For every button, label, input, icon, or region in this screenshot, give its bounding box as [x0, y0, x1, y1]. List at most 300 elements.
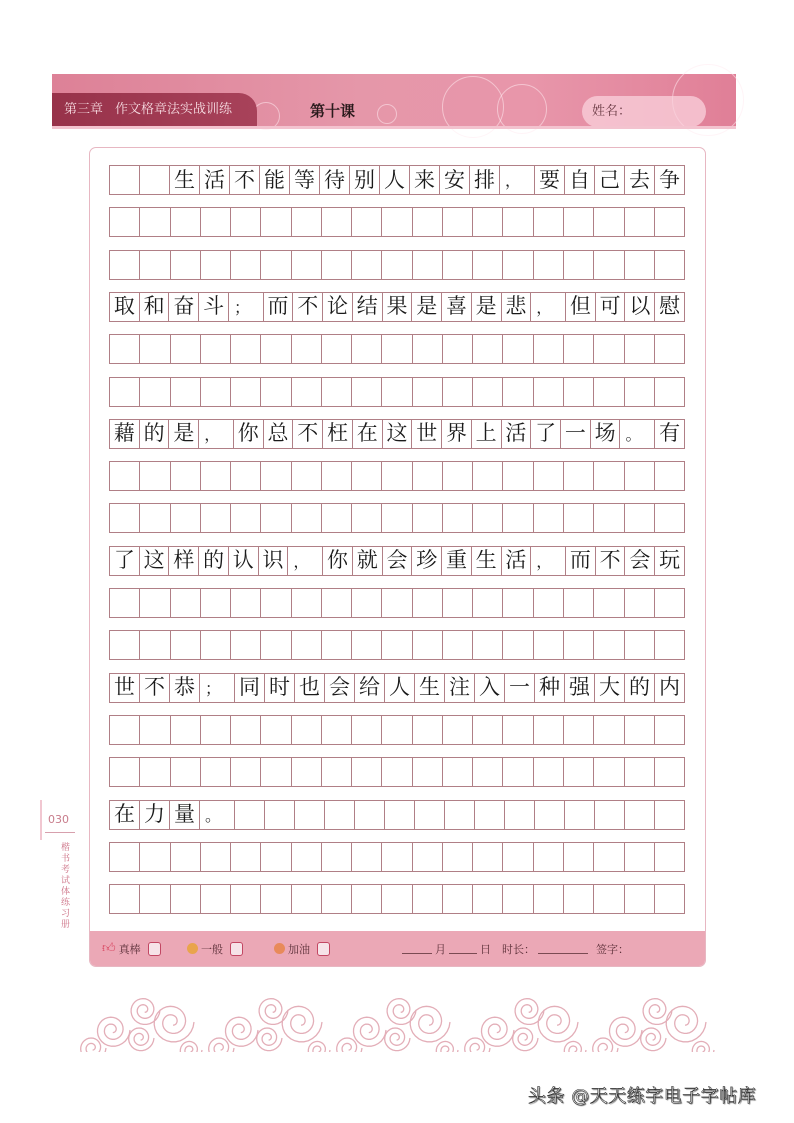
grid-cell-empty[interactable] [110, 166, 140, 194]
grid-cell-empty[interactable] [261, 716, 291, 744]
grid-cell-empty[interactable] [295, 801, 325, 829]
grid-cell-empty[interactable] [503, 462, 533, 490]
grid-cell-empty[interactable] [110, 251, 140, 279]
grid-cell-empty[interactable] [413, 335, 443, 363]
grid-cell-empty[interactable] [355, 801, 385, 829]
grid-cell-empty[interactable] [140, 166, 170, 194]
grid-cell-empty[interactable] [292, 208, 322, 236]
grid-cell-empty[interactable] [292, 631, 322, 659]
grid-cell-character: 人 [380, 166, 410, 194]
grid-cell-empty[interactable] [655, 335, 685, 363]
grid-cell-empty[interactable] [625, 251, 655, 279]
grid-cell-empty[interactable] [595, 801, 625, 829]
grid-cell-empty[interactable] [322, 716, 352, 744]
grid-cell-empty[interactable] [443, 251, 473, 279]
grid-cell-empty[interactable] [231, 251, 261, 279]
grid-cell-empty[interactable] [625, 631, 655, 659]
grid-cell-empty[interactable] [110, 758, 140, 786]
grid-cell-empty[interactable] [443, 462, 473, 490]
page-number-underline [45, 832, 75, 833]
grid-cell-character: 不 [293, 293, 323, 321]
grid-cell-empty[interactable] [473, 378, 503, 406]
grid-cell-empty[interactable] [382, 716, 412, 744]
grid-cell-character: 而 [264, 293, 294, 321]
grid-cell-empty[interactable] [322, 251, 352, 279]
grid-cell-character: 别 [350, 166, 380, 194]
grid-cell-empty[interactable] [322, 378, 352, 406]
grid-cell-empty[interactable] [352, 378, 382, 406]
grid-cell-empty[interactable] [231, 631, 261, 659]
grid-cell-empty[interactable] [231, 885, 261, 913]
grid-cell-empty[interactable] [534, 589, 564, 617]
month-input[interactable] [402, 943, 432, 954]
grid-cell-empty[interactable] [413, 378, 443, 406]
grid-cell-empty[interactable] [352, 335, 382, 363]
grid-cell-empty[interactable] [503, 378, 533, 406]
grid-cell-empty[interactable] [655, 801, 685, 829]
grid-cell-character: ， [531, 293, 566, 321]
grid-cell-empty[interactable] [534, 504, 564, 532]
thumbs-up-icon: 👍︎ [102, 941, 116, 956]
grid-cell-empty[interactable] [325, 801, 355, 829]
grid-cell-empty[interactable] [534, 462, 564, 490]
grid-cell-empty[interactable] [594, 758, 624, 786]
grid-cell-empty[interactable] [171, 716, 201, 744]
grid-cell-character: 来 [410, 166, 440, 194]
grid-cell-empty[interactable] [473, 462, 503, 490]
grid-cell-empty[interactable] [171, 758, 201, 786]
month-label: 月 [435, 942, 446, 956]
grid-cell-empty[interactable] [443, 378, 473, 406]
grid-cell-empty[interactable] [110, 843, 140, 871]
grid-cell-empty[interactable] [415, 801, 445, 829]
rating-tryharder-label: 加油 [288, 942, 310, 956]
grid-cell-empty[interactable] [382, 631, 412, 659]
grid-cell-empty[interactable] [201, 378, 231, 406]
grid-cell-character: 喜 [442, 293, 472, 321]
grid-cell-empty[interactable] [322, 589, 352, 617]
grid-cell-empty[interactable] [534, 631, 564, 659]
grid-cell-empty[interactable] [594, 378, 624, 406]
grid-cell-empty[interactable] [352, 631, 382, 659]
grid-cell-empty[interactable] [352, 758, 382, 786]
grid-cell-empty[interactable] [625, 589, 655, 617]
grid-cell-empty[interactable] [292, 378, 322, 406]
grid-cell-empty[interactable] [201, 589, 231, 617]
grid-cell-empty[interactable] [473, 716, 503, 744]
grid-cell-empty[interactable] [292, 885, 322, 913]
grid-cell-empty[interactable] [171, 504, 201, 532]
grid-cell-empty[interactable] [475, 801, 505, 829]
grid-row [109, 588, 685, 618]
rating-tryharder-checkbox[interactable] [317, 942, 330, 956]
grid-cell-empty[interactable] [594, 589, 624, 617]
grid-cell-empty[interactable] [201, 631, 231, 659]
grid-cell-empty[interactable] [385, 801, 415, 829]
grid-cell-character: 界 [442, 420, 472, 448]
grid-cell-empty[interactable] [231, 208, 261, 236]
grid-cell-empty[interactable] [625, 378, 655, 406]
grid-cell-empty[interactable] [140, 504, 170, 532]
grid-cell-empty[interactable] [625, 335, 655, 363]
rating-great [102, 931, 161, 966]
grid-cell-character: 这 [140, 547, 170, 575]
grid-cell-empty[interactable] [382, 758, 412, 786]
grid-cell-empty[interactable] [201, 504, 231, 532]
grid-cell-character: 藉 [110, 420, 140, 448]
grid-cell-empty[interactable] [261, 251, 291, 279]
grid-cell-empty[interactable] [655, 462, 685, 490]
grid-cell-empty[interactable] [231, 504, 261, 532]
grid-cell-character: 是 [412, 293, 442, 321]
grid-cell-empty[interactable] [261, 208, 291, 236]
grid-cell-empty[interactable] [565, 801, 595, 829]
grid-cell-character: 大 [595, 674, 625, 702]
grid-cell-empty[interactable] [110, 504, 140, 532]
grid-cell-empty[interactable] [231, 758, 261, 786]
grid-cell-character: 一 [505, 674, 535, 702]
grid-cell-character: 有 [655, 420, 685, 448]
grid-cell-character: 不 [230, 166, 260, 194]
grid-cell-empty[interactable] [625, 801, 655, 829]
grid-cell-empty[interactable] [140, 462, 170, 490]
grid-cell-empty[interactable] [625, 462, 655, 490]
grid-cell-empty[interactable] [382, 885, 412, 913]
duration-input[interactable] [538, 943, 588, 954]
grid-cell-empty[interactable] [261, 843, 291, 871]
grid-cell-empty[interactable] [382, 462, 412, 490]
grid-cell-empty[interactable] [443, 631, 473, 659]
grid-cell-empty[interactable] [413, 758, 443, 786]
grid-cell-empty[interactable] [265, 801, 295, 829]
signature-field[interactable] [596, 931, 629, 966]
grid-cell-empty[interactable] [413, 462, 443, 490]
grid-cell-character: 的 [140, 420, 170, 448]
grid-cell-empty[interactable] [445, 801, 475, 829]
grid-cell-empty[interactable] [261, 378, 291, 406]
grid-cell-empty[interactable] [382, 843, 412, 871]
grid-cell-empty[interactable] [201, 885, 231, 913]
grid-cell-empty[interactable] [382, 335, 412, 363]
grid-cell-empty[interactable] [594, 251, 624, 279]
grid-cell-empty[interactable] [564, 885, 594, 913]
grid-cell-empty[interactable] [473, 589, 503, 617]
grid-cell-empty[interactable] [443, 758, 473, 786]
grid-cell-empty[interactable] [382, 208, 412, 236]
grid-cell-character: 取 [110, 293, 140, 321]
grid-cell-character: 要 [535, 166, 565, 194]
grid-cell-empty[interactable] [534, 716, 564, 744]
grid-cell-empty[interactable] [594, 885, 624, 913]
grid-cell-empty[interactable] [413, 589, 443, 617]
grid-cell-empty[interactable] [443, 589, 473, 617]
grid-cell-empty[interactable] [352, 504, 382, 532]
grid-cell-empty[interactable] [352, 843, 382, 871]
grid-cell-empty[interactable] [503, 843, 533, 871]
grid-cell-character: 你 [323, 547, 353, 575]
grid-cell-empty[interactable] [352, 251, 382, 279]
grid-cell-empty[interactable] [594, 335, 624, 363]
grid-cell-empty[interactable] [171, 631, 201, 659]
grid-cell-empty[interactable] [535, 801, 565, 829]
grid-cell-empty[interactable] [564, 758, 594, 786]
grid-cell-empty[interactable] [625, 843, 655, 871]
grid-cell-empty[interactable] [564, 504, 594, 532]
grid-cell-empty[interactable] [322, 208, 352, 236]
grid-cell-empty[interactable] [292, 843, 322, 871]
grid-cell-empty[interactable] [473, 251, 503, 279]
grid-cell-empty[interactable] [413, 251, 443, 279]
grid-cell-empty[interactable] [231, 462, 261, 490]
grid-cell-empty[interactable] [322, 758, 352, 786]
grid-cell-empty[interactable] [413, 716, 443, 744]
grid-cell-empty[interactable] [140, 335, 170, 363]
grid-cell-empty[interactable] [503, 335, 533, 363]
name-field[interactable] [582, 96, 706, 127]
grid-cell-empty[interactable] [201, 716, 231, 744]
grid-cell-empty[interactable] [625, 716, 655, 744]
grid-cell-empty[interactable] [322, 335, 352, 363]
grid-cell-empty[interactable] [201, 208, 231, 236]
grid-cell-empty[interactable] [110, 716, 140, 744]
grid-cell-empty[interactable] [171, 589, 201, 617]
grid-cell-empty[interactable] [382, 378, 412, 406]
grid-cell-character: 在 [110, 801, 140, 829]
grid-cell-empty[interactable] [594, 462, 624, 490]
grid-cell-empty[interactable] [110, 378, 140, 406]
grid-cell-empty[interactable] [655, 631, 685, 659]
grid-cell-empty[interactable] [564, 378, 594, 406]
grid-cell-character: 重 [442, 547, 472, 575]
grid-cell-empty[interactable] [503, 504, 533, 532]
grid-cell-empty[interactable] [655, 208, 685, 236]
grid-cell-empty[interactable] [171, 208, 201, 236]
grid-cell-empty[interactable] [171, 378, 201, 406]
day-input[interactable] [449, 943, 477, 954]
grid-cell-empty[interactable] [110, 335, 140, 363]
grid-cell-empty[interactable] [382, 504, 412, 532]
grid-cell-empty[interactable] [564, 716, 594, 744]
grid-cell-empty[interactable] [503, 758, 533, 786]
grid-cell-character: 安 [440, 166, 470, 194]
grid-cell-empty[interactable] [261, 335, 291, 363]
grid-cell-empty[interactable] [443, 716, 473, 744]
grid-cell-empty[interactable] [413, 843, 443, 871]
grid-cell-empty[interactable] [140, 758, 170, 786]
grid-cell-character: 自 [565, 166, 595, 194]
grid-cell-empty[interactable] [655, 378, 685, 406]
grid-cell-empty[interactable] [292, 462, 322, 490]
grid-cell-empty[interactable] [235, 801, 265, 829]
grid-cell-empty[interactable] [473, 504, 503, 532]
grid-cell-empty[interactable] [201, 758, 231, 786]
grid-cell-empty[interactable] [322, 504, 352, 532]
grid-cell-empty[interactable] [352, 885, 382, 913]
grid-cell-empty[interactable] [594, 631, 624, 659]
grid-cell-empty[interactable] [382, 589, 412, 617]
grid-cell-empty[interactable] [534, 885, 564, 913]
grid-cell-empty[interactable] [413, 631, 443, 659]
grid-cell-empty[interactable] [473, 208, 503, 236]
grid-cell-empty[interactable] [503, 208, 533, 236]
rating-great-label: 真棒 [118, 942, 141, 956]
grid-cell-empty[interactable] [261, 758, 291, 786]
grid-cell-empty[interactable] [292, 716, 322, 744]
grid-cell-empty[interactable] [534, 378, 564, 406]
grid-cell-empty[interactable] [292, 504, 322, 532]
grid-cell-character: 种 [535, 674, 565, 702]
grid-cell-empty[interactable] [503, 251, 533, 279]
swirl-decoration [377, 104, 397, 124]
grid-cell-empty[interactable] [473, 335, 503, 363]
grid-cell-empty[interactable] [564, 631, 594, 659]
grid-cell-empty[interactable] [564, 251, 594, 279]
grid-cell-empty[interactable] [110, 589, 140, 617]
grid-cell-empty[interactable] [352, 462, 382, 490]
grid-cell-empty[interactable] [261, 631, 291, 659]
grid-cell-character: 生 [472, 547, 502, 575]
grid-cell-empty[interactable] [292, 589, 322, 617]
grid-cell-empty[interactable] [534, 843, 564, 871]
grid-cell-empty[interactable] [473, 843, 503, 871]
grid-cell-empty[interactable] [413, 208, 443, 236]
grid-cell-empty[interactable] [443, 885, 473, 913]
grid-cell-empty[interactable] [110, 208, 140, 236]
grid-row [109, 207, 685, 237]
rating-great-checkbox[interactable] [148, 942, 161, 956]
grid-cell-empty[interactable] [443, 843, 473, 871]
grid-cell-empty[interactable] [594, 504, 624, 532]
grid-cell-empty[interactable] [261, 589, 291, 617]
grid-cell-empty[interactable] [473, 885, 503, 913]
grid-cell-empty[interactable] [534, 251, 564, 279]
grid-cell-empty[interactable] [201, 335, 231, 363]
grid-cell-empty[interactable] [140, 208, 170, 236]
grid-cell-empty[interactable] [201, 251, 231, 279]
grid-cell-empty[interactable] [140, 589, 170, 617]
grid-row [109, 800, 685, 830]
grid-cell-empty[interactable] [655, 589, 685, 617]
grid-cell-empty[interactable] [503, 631, 533, 659]
grid-cell-empty[interactable] [564, 208, 594, 236]
grid-cell-empty[interactable] [382, 251, 412, 279]
grid-cell-empty[interactable] [473, 631, 503, 659]
grid-cell-empty[interactable] [443, 504, 473, 532]
grid-cell-empty[interactable] [231, 716, 261, 744]
grid-cell-empty[interactable] [594, 208, 624, 236]
grid-cell-empty[interactable] [564, 589, 594, 617]
grid-cell-empty[interactable] [655, 885, 685, 913]
grid-cell-empty[interactable] [231, 335, 261, 363]
grid-cell-empty[interactable] [292, 335, 322, 363]
grid-cell-character: ， [288, 547, 323, 575]
grid-cell-empty[interactable] [625, 208, 655, 236]
grid-cell-character: 这 [383, 420, 413, 448]
grid-cell-empty[interactable] [140, 885, 170, 913]
grid-cell-empty[interactable] [171, 335, 201, 363]
grid-cell-empty[interactable] [140, 631, 170, 659]
grid-cell-empty[interactable] [171, 462, 201, 490]
grid-cell-empty[interactable] [140, 716, 170, 744]
grid-cell-empty[interactable] [413, 885, 443, 913]
grid-row [109, 503, 685, 533]
grid-cell-empty[interactable] [110, 631, 140, 659]
grid-cell-empty[interactable] [655, 843, 685, 871]
grid-cell-empty[interactable] [171, 843, 201, 871]
grid-cell-empty[interactable] [261, 885, 291, 913]
grid-cell-empty[interactable] [322, 843, 352, 871]
grid-cell-empty[interactable] [322, 885, 352, 913]
grid-cell-character: 量 [170, 801, 200, 829]
rating-ok-checkbox[interactable] [230, 942, 243, 956]
grid-cell-empty[interactable] [655, 251, 685, 279]
grid-cell-empty[interactable] [503, 885, 533, 913]
grid-cell-empty[interactable] [443, 335, 473, 363]
grid-cell-empty[interactable] [564, 335, 594, 363]
grid-cell-empty[interactable] [261, 462, 291, 490]
grid-cell-empty[interactable] [140, 843, 170, 871]
grid-cell-empty[interactable] [171, 251, 201, 279]
grid-cell-character: 生 [415, 674, 445, 702]
grid-cell-empty[interactable] [413, 504, 443, 532]
grid-cell-empty[interactable] [231, 843, 261, 871]
grid-cell-character: ； [229, 293, 264, 321]
grid-cell-empty[interactable] [564, 843, 594, 871]
grid-cell-empty[interactable] [110, 885, 140, 913]
grid-cell-empty[interactable] [655, 504, 685, 532]
grid-cell-empty[interactable] [625, 758, 655, 786]
grid-cell-empty[interactable] [171, 885, 201, 913]
grid-cell-empty[interactable] [231, 589, 261, 617]
grid-cell-empty[interactable] [352, 716, 382, 744]
grid-cell-character: 斗 [199, 293, 229, 321]
grid-cell-empty[interactable] [625, 504, 655, 532]
grid-cell-empty[interactable] [564, 462, 594, 490]
grid-cell-empty[interactable] [140, 378, 170, 406]
duration-label: 时长： [502, 942, 535, 956]
grid-cell-character: 能 [260, 166, 290, 194]
grid-cell-empty[interactable] [322, 462, 352, 490]
grid-cell-empty[interactable] [534, 758, 564, 786]
grid-cell-empty[interactable] [322, 631, 352, 659]
grid-cell-empty[interactable] [503, 589, 533, 617]
grid-cell-empty[interactable] [292, 758, 322, 786]
grid-cell-empty[interactable] [201, 843, 231, 871]
grid-cell-empty[interactable] [110, 462, 140, 490]
grid-cell-empty[interactable] [292, 251, 322, 279]
grid-cell-empty[interactable] [352, 589, 382, 617]
grid-cell-empty[interactable] [655, 716, 685, 744]
grid-cell-empty[interactable] [534, 208, 564, 236]
grid-cell-empty[interactable] [534, 335, 564, 363]
grid-cell-empty[interactable] [261, 504, 291, 532]
grid-cell-empty[interactable] [505, 801, 535, 829]
grid-cell-character: 会 [325, 674, 355, 702]
grid-cell-empty[interactable] [443, 208, 473, 236]
grid-cell-empty[interactable] [594, 843, 624, 871]
grid-cell-empty[interactable] [594, 716, 624, 744]
grid-cell-empty[interactable] [140, 251, 170, 279]
grid-cell-empty[interactable] [352, 208, 382, 236]
grid-cell-empty[interactable] [503, 716, 533, 744]
chapter-tab [52, 93, 257, 126]
grid-cell-character: 入 [475, 674, 505, 702]
grid-cell-empty[interactable] [655, 758, 685, 786]
grid-cell-empty[interactable] [625, 885, 655, 913]
grid-cell-empty[interactable] [231, 378, 261, 406]
grid-cell-empty[interactable] [473, 758, 503, 786]
grid-cell-empty[interactable] [201, 462, 231, 490]
